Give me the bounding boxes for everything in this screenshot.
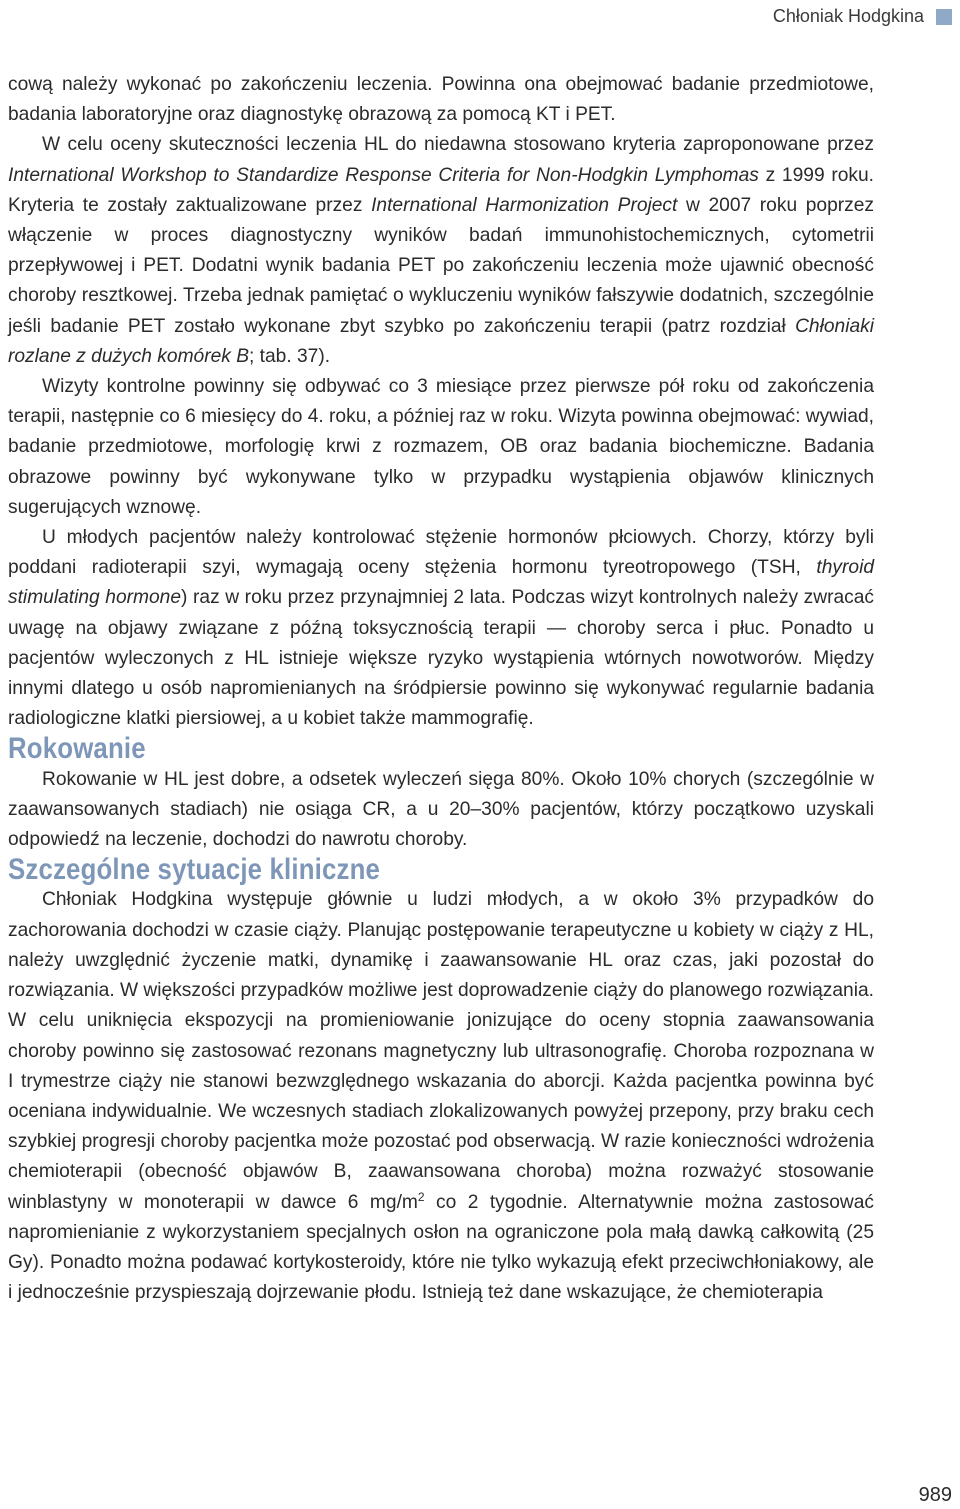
running-title: Chłoniak Hodgkina — [772, 6, 924, 26]
italic-run: International Workshop to Standardize Response Criteria for Non-Hodgkin Lymphomas — [8, 164, 759, 186]
paragraph-continued: cową należy wykonać po zakończeniu leczenia. Powinna ona obejmować badanie przedmiotowe, badania laboratoryjne oraz diagnostykę obrazową za pomocą KT i PET. — [8, 74, 874, 126]
italic-run: thyroid stimulating hormone — [8, 557, 874, 609]
paragraph-young-patients — [8, 523, 874, 734]
text-run: U młodych pacjentów należy kontrolować stężenie hormonów płciowych. Chorzy, którzy byli poddani radioterapii szyi, wymagają oceny stężenia hormonu tyreotropowego (TSH, — [8, 527, 874, 579]
paragraph-pregnancy — [8, 885, 874, 1308]
paragraph-response-criteria — [8, 130, 874, 372]
superscript: 2 — [417, 1189, 425, 1204]
text-run: ) raz w roku przez przynajmniej 2 lata. Podczas wizyt kontrolnych należy zwracać uwagę na objawy związane z późną toksycznością terapii — choroby serca i płuc. Ponadto u pacjentów wyleczonych z HL istnieje większe ryzyko wystąpienia wtórnych nowotworów. Między innymi dlatego u osób napromienianych na śródpiersie powinno się wykonywać regularnie badania radiologiczne klatki piersiowej, a u kobiet także mammografię. — [8, 587, 874, 730]
section-heading-rokowanie: Rokowanie — [8, 732, 146, 766]
text-run: z 1999 roku. Kryteria te zostały zaktualizowane przez — [8, 164, 874, 216]
text-run: Chłoniak Hodgkina występuje głównie u ludzi młodych, a w około 3% przypadków do zachorowania dochodzi w czasie ciąży. Planując postępowanie terapeutyczne u kobiety w ciąży z HL, należy uwzględnić życzenie matki, dynamikę i zaawansowanie HL oraz czas, jaki pozostał do rozwiązania. W większości przypadków możliwe jest doprowadzenie ciąży do planowego rozwiązania. W celu uniknięcia ekspozycji na promieniowanie jonizujące do oceny stopnia zaawansowania choroby powinno się zastosować rezonans magnetyczny lub ultrasonografię. Choroba rozpoznana w I trymestrze ciąży nie stanowi bezwzględnego wskazania do aborcji. Każda pacjentka powinna być oceniana indywidualnie. We wczesnych stadiach zlokalizowanych powyżej przepony, przy braku cech szybkiej progresji choroby pacjentka może pozostać pod obserwacją. W razie konieczności wdrożenia chemioterapii (obecność objawów B, zaawansowana choroba) można rozważyć stosowanie winblastyny w monoterapii w dawce 6 mg/m — [8, 889, 874, 1213]
paragraph-follow-up-visits: Wizyty kontrolne powinny się odbywać co 3 miesiące przez pierwsze pół roku od zakończenia terapii, następnie co 6 miesięcy do 4. roku, a później raz w roku. Wizyta powinna obejmować: wywiad, badanie przedmiotowe, morfologię krwi z rozmazem, OB oraz badania biochemiczne. Badania obrazowe powinny być wykonywane tylko w przypadku wystąpienia objawów klinicznych sugerujących wznowę. — [8, 376, 874, 518]
italic-run: Chłoniaki rozlane z dużych komórek B — [8, 315, 874, 367]
section-heading-special-situations: Szczególne sytuacje kliniczne — [8, 853, 381, 887]
italic-run: International Harmonization Project — [371, 194, 678, 216]
header-square-marker — [936, 9, 952, 25]
text-run: co 2 tygodnie. Alternatywnie można zastosować napromienianie z wykorzystaniem specjalnych osłon na ograniczone pola małą dawką całkowitą (25 Gy). Ponadto można podawać kortykosteroidy, które nie tylko wykazują efekt przeciwchłoniakowy, ale i jednocześnie przyspieszają dojrzewanie płodu. Istnieją też dane wskazujące, że chemioterapia — [8, 1191, 874, 1304]
paragraph-prognosis: Rokowanie w HL jest dobre, a odsetek wyleczeń sięga 80%. Około 10% chorych (szczególnie w zaawansowanych stadiach) nie osiąga CR, a u 20–30% pacjentów, którzy początkowo uzyskali odpowiedź na leczenie, dochodzi do nawrotu choroby. — [8, 768, 874, 851]
text-run: w 2007 roku poprzez włączenie w proces diagnostyczny wyników badań immunohistochemicznych, cytometrii przepływowej i PET. Dodatni wynik badania PET po zakończeniu leczenia może ujawnić obecność choroby resztkowej. Trzeba jednak pamiętać o wykluczeniu wyników fałszywie dodatnich, szczególnie jeśli badanie PET zostało wykonane zbyt szybko po zakończeniu terapii (patrz rozdział — [8, 194, 875, 337]
running-header — [773, 6, 952, 27]
text-run: W celu oceny skuteczności leczenia HL do niedawna stosowano kryteria zaproponowane przez — [42, 134, 874, 156]
text-run: ; tab. 37). — [249, 345, 331, 367]
page-number: 989 — [918, 1484, 952, 1506]
page-body — [8, 70, 874, 1308]
